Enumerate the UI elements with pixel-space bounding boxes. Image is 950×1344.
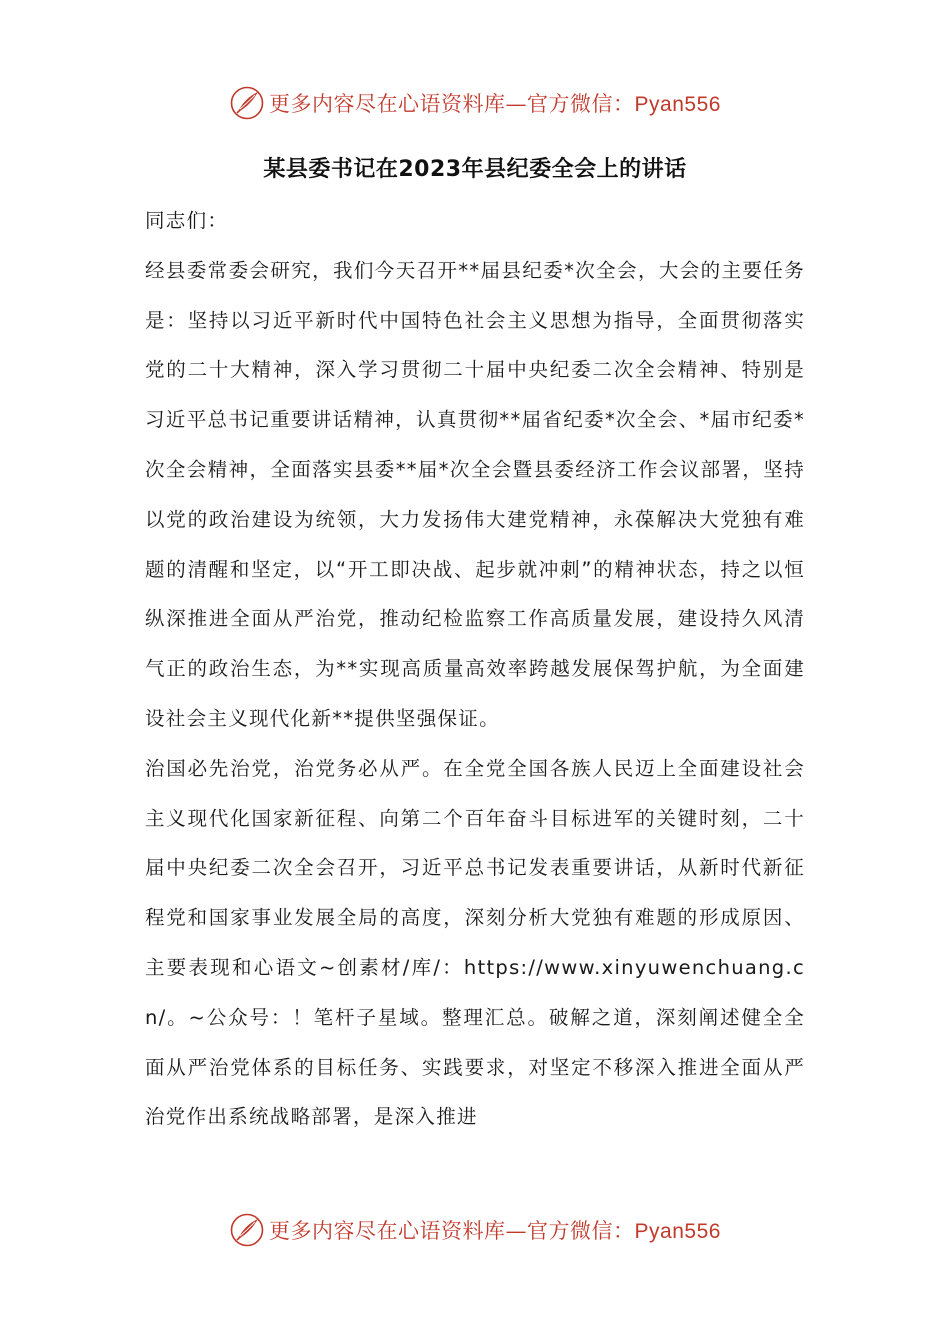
body-paragraph-2: 治国必先治党，治党务必从严。在全党全国各族人民迈上全面建设社会主义现代化国家新征程、向第二个百年奋斗目标进军的关键时刻，二十届中央纪委二次全会召开，习近平总书记发表重要讲话，从新时代新征程党和国家事业发展全局的高度，深刻分析大党独有难题的形成原因、主要表现和心语文~创素材/库/：https://www.xinyuwenchuang.cn/。~公众号：！笔杆子星域。整理汇总。破解之道，深刻阐述健全全面从严治党体系的目标任务、实践要求，对坚定不移深入推进全面从严治党作出系统战略部署，是深入推进 (145, 756, 805, 1129)
document-title: 某县委书记在2023年县纪委全会上的讲话 (263, 157, 687, 182)
salutation: 同志们： (145, 209, 229, 232)
document-body (145, 196, 805, 1142)
header-watermark-text: 更多内容尽在心语资料库—官方微信：Pyan556 (269, 92, 721, 116)
header-watermark-banner (0, 83, 950, 123)
footer-wechat-handle: Pyan556 (634, 1220, 721, 1243)
header-wechat-handle: Pyan556 (634, 93, 721, 116)
body-paragraph-1: 经县委常委会研究，我们今天召开**届县纪委*次全会，大会的主要任务是：坚持以习近平新时代中国特色社会主义思想为指导，全面贯彻落实党的二十大精神，深入学习贯彻二十届中央纪委二次全会精神、特别是习近平总书记重要讲话精神，认真贯彻**届省纪委*次全会、*届市纪委*次全会精神，全面落实县委**届*次全会暨县委经济工作会议部署，坚持以党的政治建设为统领，大力发扬伟大建党精神，永葆解决大党独有难题的清醒和坚定，以“开工即决战、起步就冲刺”的精神状态，持之以恒纵深推进全面从严治党，推动纪检监察工作高质量发展，建设持久风清气正的政治生态，为**实现高质量高效率跨越发展保驾护航，为全面建设社会主义现代化新**提供坚强保证。 (145, 258, 805, 730)
footer-watermark-text: 更多内容尽在心语资料库—官方微信：Pyan556 (269, 1219, 721, 1243)
footer-watermark-banner (0, 1210, 950, 1250)
quill-pen-logo-icon (229, 85, 265, 121)
quill-pen-logo-icon (229, 1212, 265, 1248)
